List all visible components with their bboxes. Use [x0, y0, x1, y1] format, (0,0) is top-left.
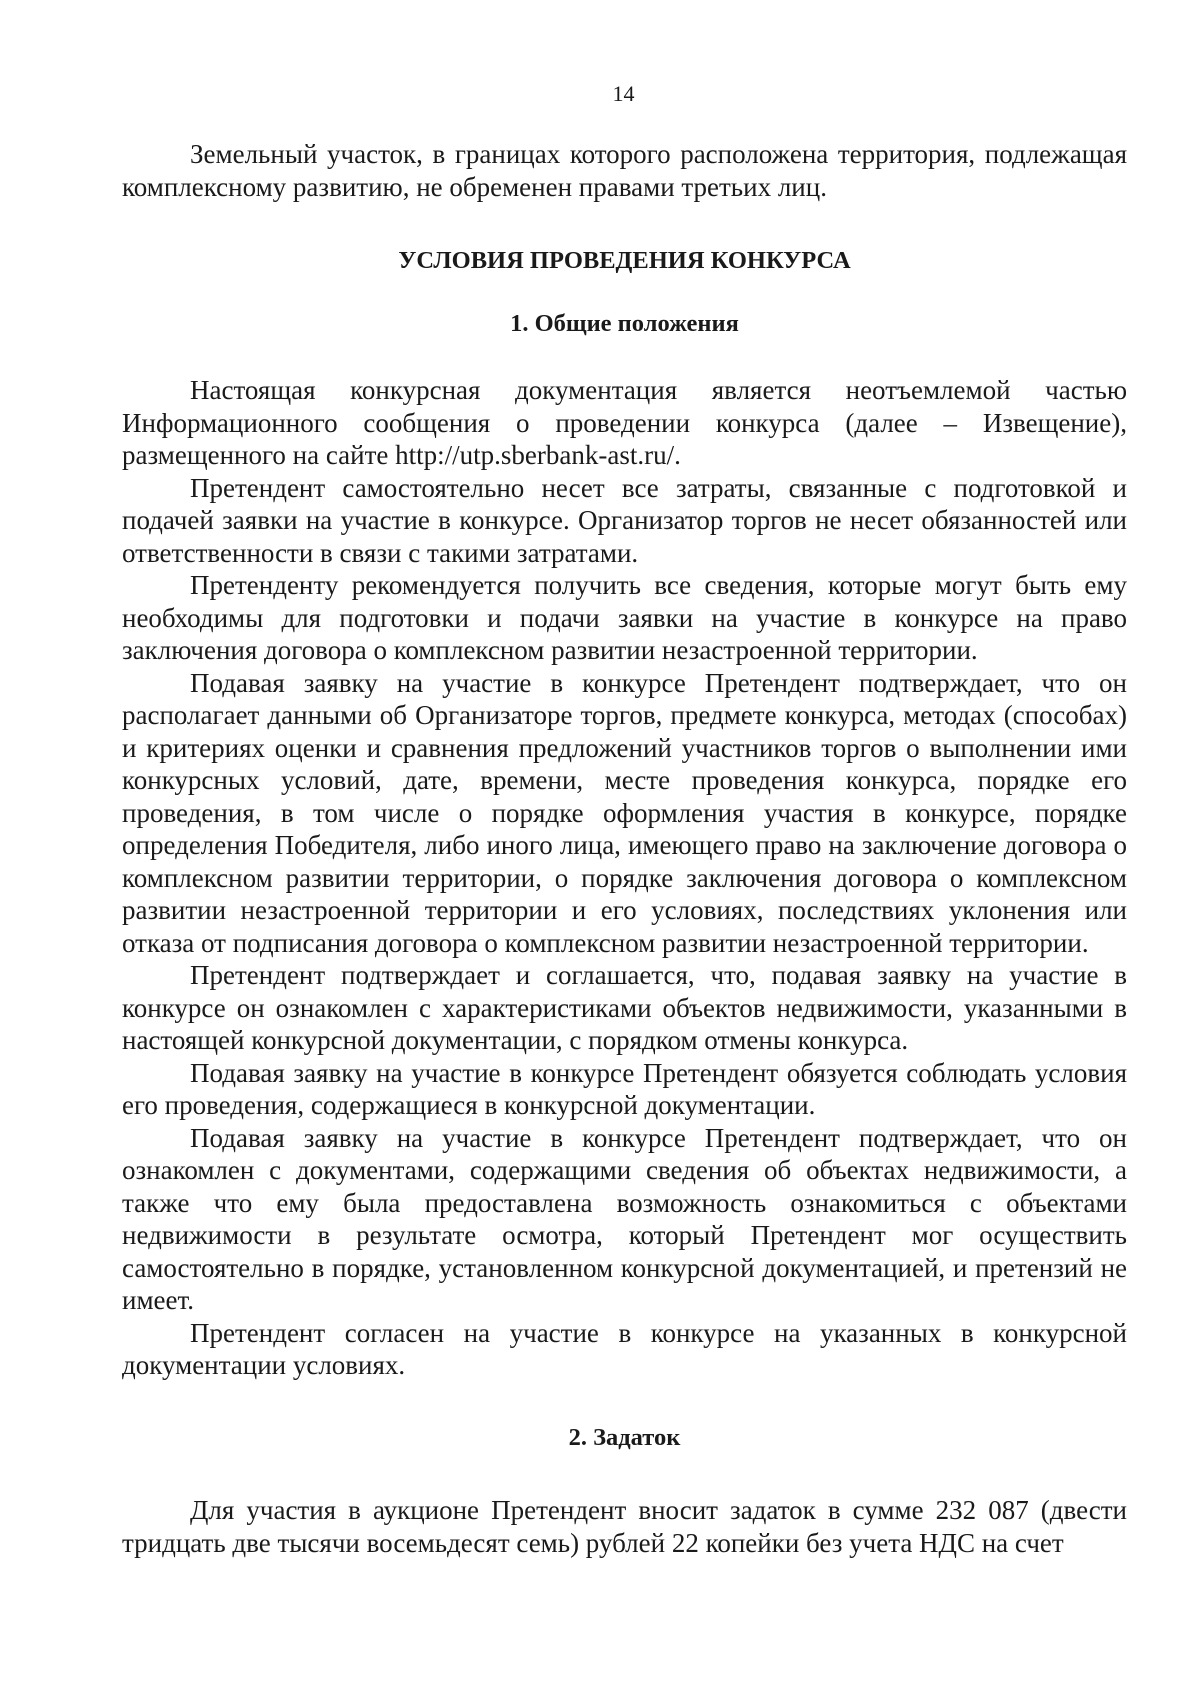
- section-1-title: 1. Общие положения: [510, 309, 739, 337]
- paragraph: Претендент подтверждает и соглашается, что, подавая заявку на участие в конкурсе он ознакомлен с характеристиками объектов недвижимости, указанными в настоящей конкурсной документации, с порядком отмены конкурса.: [122, 960, 1127, 1055]
- paragraph: Подавая заявку на участие в конкурсе Претендент подтверждает, что он располагает данными об Организаторе торгов, предмете конкурса, методах (способах) и критериях оценки и сравнения предложений участников торгов о выполнении ими конкурсных условий, дате, времени, месте проведения конкурса, порядке его проведения, в том числе о порядке оформления участия в конкурсе, порядке определения Победителя, либо иного лица, имеющего право на заключение договора о комплексном развитии территории, о порядке заключения договора о комплексном развитии незастроенной территории и его условиях, последствиях уклонения или отказа от подписания договора о комплексном развитии незастроенной территории.: [122, 667, 1127, 958]
- paragraph: Претендент самостоятельно несет все затраты, связанные с подготовкой и подачей заявки на участие в конкурсе. Организатор торгов не несет обязанностей или ответственности в связи с такими затратами.: [122, 472, 1127, 568]
- page-number: 14: [612, 81, 635, 106]
- section-2-body: [122, 1494, 1127, 1559]
- intro-paragraph: Земельный участок, в границах которого расположена территория, подлежащая комплексному развитию, не обременен правами третьих лиц.: [122, 139, 1127, 202]
- page-content: [122, 138, 1127, 1559]
- paragraph: Подавая заявку на участие в конкурсе Претендент обязуется соблюдать условия его проведения, содержащиеся в конкурсной документации.: [122, 1057, 1127, 1120]
- paragraph: Настоящая конкурсная документация является неотъемлемой частью Информационного сообщения о проведении конкурса (далее – Извещение), размещенного на сайте http://utp.sberbank-ast.ru/.: [122, 375, 1127, 470]
- section-2-title: 2. Задаток: [568, 1423, 681, 1451]
- paragraph: Для участия в аукционе Претендент вносит задаток в сумме 232 087 (двести тридцать две тысячи восемьдесят семь) рублей 22 копейки без учета НДС на счет: [122, 1495, 1127, 1558]
- main-heading: УСЛОВИЯ ПРОВЕДЕНИЯ КОНКУРСА: [398, 247, 851, 274]
- paragraph: Претенденту рекомендуется получить все сведения, которые могут быть ему необходимы для подготовки и подачи заявки на участие в конкурсе на право заключения договора о комплексном развитии незастроенной территории.: [122, 570, 1127, 665]
- section-1-body: [122, 374, 1127, 1382]
- paragraph: Претендент согласен на участие в конкурсе на указанных в конкурсной документации условиях.: [122, 1317, 1127, 1380]
- paragraph: Подавая заявку на участие в конкурсе Претендент подтверждает, что он ознакомлен с документами, содержащими сведения об объектах недвижимости, а также что ему была предоставлена возможность ознакомиться с объектами недвижимости в результате осмотра, который Претендент мог осуществить самостоятельно в порядке, установленном конкурсной документацией, и претензий не имеет.: [122, 1122, 1127, 1315]
